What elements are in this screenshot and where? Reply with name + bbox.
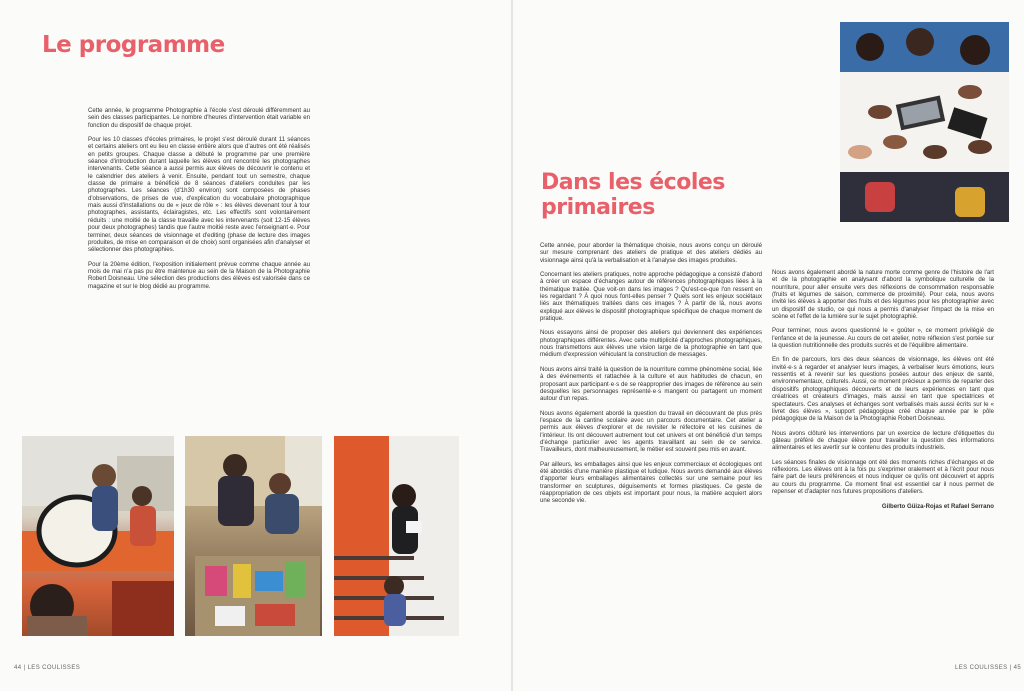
- paragraph: Les séances finales de visionnage ont été des moments riches d'échanges et de réflexions. Les élèves ont à la fois pu s'exprimer oralement et à l'écrit pour nous faire part de leurs préférences et nous indiquer ce qu'ils ont découvert et appris au cours du programme. Ce moment final est essentiel car il nous permet de repenser et d'adapter nos futures propositions d'ateliers.: [772, 458, 994, 495]
- photo-illustration: [22, 436, 174, 636]
- page-footer-right: LES COULISSES | 45: [955, 665, 1022, 671]
- paragraph: Nous avons ainsi traité la question de la nourriture comme phénomène social, liée à des événements et rattachée à la culture et aux habitudes de chacun, en proposant aux participant·e·s de se réapproprier des images de référence au sein desquelles les personnages représenté·e·s mangent ou partagent un moment autour d'un repas.: [540, 365, 762, 403]
- paragraph: Cette année, pour aborder la thématique choisie, nous avons conçu un déroulé sur mesure comprenant des ateliers de pratique et des ateliers dédiés au visionnage ainsi qu'à la verbalisation et à l'analyse des images produites.: [540, 242, 762, 264]
- author-signature: Gilberto Güiza-Rojas et Rafael Serrano: [881, 503, 994, 511]
- paragraph: Pour terminer, nous avons questionné le « goûter », ce moment privilégié de l'enfance et de la jeunesse. Au cours de cet atelier, notre réflexion s'est portée sur la question nutritionnelle des produits sucrés et de l'équilibre alimentaire.: [772, 327, 994, 350]
- classroom-photo-reflector: [22, 436, 174, 636]
- photo-illustration: [840, 22, 1009, 222]
- paragraph: Concernant les ateliers pratiques, notre approche pédagogique a consisté d'abord à créer un espace d'échanges autour de références photographiques liées à la thématique traitée. Que voit-on dans les images ? Qu'est-ce-que l'on ressent en les regardant ? À quoi nous font-elles penser ? Quels sont les enjeux sociétaux liés aux thématiques traitées dans ces images ? À partir de là, nous avons expliqué aux élèves le dispositif photographique spécifique de chaque moment de pratique.: [540, 271, 762, 323]
- paragraph: Nous avons également abordé la nature morte comme genre de l'histoire de l'art et de la photographie en analysant d'abord la symbolique culturelle de la nourriture, pour aller ensuite vers des réflexions de consommation responsable (fruits et légumes de saison, commerce de proximité). Pour cela, nous avons invité les élèves à apporter des fruits et des légumes pour les photographier avec un dispositif de studio, ce qui nous a permis d'analyser l'impact de la mise en scène et l'effet de la lumière sur le sujet photographié.: [772, 269, 994, 321]
- page-title: Le programme: [42, 32, 225, 58]
- paragraph: Par ailleurs, les emballages ainsi que les enjeux commerciaux et écologiques ont été abordés d'une manière plastique et ludique. Nous avons demandé aux élèves d'apporter leurs emballages alimentaires collectés sur une semaine pour les transformer en sculptures, déguisements et formes plastiques. Ce geste de réappropriation de ces objets est important pour nous, la matière acquiert alors une seconde vie.: [540, 460, 762, 505]
- paragraph: Pour la 20ème édition, l'exposition initialement prévue comme chaque année au mois de mai n'a pas pu être maintenue au sein de la Maison de la Photographie Robert Doisneau. Une sélection des productions des élèves est valorisée dans ce magazine et sur le blog dédié au programme.: [88, 260, 310, 290]
- hands-on-photos: [840, 22, 1009, 222]
- paragraph: Pour les 10 classes d'écoles primaires, le projet s'est déroulé durant 11 séances et certains ateliers ont eu lieu en classe entière alors que d'autres ont été réalisés en petits groupes. Chaque classe a débuté le programme par une première séance d'introduction durant laquelle les élèves ont rencontré les photographes intervenants. Cette séance a aussi permis aux élèves de découvrir le contenu et le calendrier des ateliers à venir. Ensuite, pendant tout un semestre, chaque classe de primaire a bénéficié de 8 séances d'ateliers conduites par les photographes. Les séances (d'1h30 environ) sont composées de phases d'observations, de prises de vue, d'explication du vocabulaire photographique mais aussi d'installations ou de « jeux de rôle » : les élèves devenant tour à tour photographes, assistants, éclairagistes, etc. Les effectifs sont volontairement réduits : une moitié de la classe travaille avec les intervenants (soit 12-15 élèves pour deux photographes) tandis que l'autre moitié reste avec l'enseignant·e. Pour terminer, deux séances de visionnage et d'editing (phase de lecture des images produites, de mise en comparaison et de choix) sont organisées afin d'analyser et sélectionner des photographies.: [88, 136, 310, 254]
- section-title: Dans les écoles primaires: [541, 170, 725, 220]
- article-column-1: [540, 242, 762, 512]
- classroom-photo-stairs: [334, 436, 459, 636]
- photo-illustration: [185, 436, 322, 636]
- intro-text-column: [88, 107, 310, 297]
- paragraph: Nous essayons ainsi de proposer des ateliers qui deviennent des expériences photographiques différentes. Avec cette multiplicité d'approches photographiques, nous transmettons aux élèves une vision large de la photographie en tant que médium d'expression véhiculant la construction de messages.: [540, 329, 762, 359]
- classroom-photo-packaging: [185, 436, 322, 636]
- paragraph: Nous avons également abordé la question du travail en découvrant de plus près l'espace de la cantine scolaire avec un parcours documentaire. Cet atelier a permis aux élèves d'explorer et de revisiter le réfectoire et les cuisines de l'intérieur. Ils ont découvert autrement tout cet univers et ont bénéficié d'un temps d'échange particulier avec les agents travaillant au sein de ce service. Travailleurs, dont malheureusement, le métier est souvent peu mis en avant.: [540, 409, 762, 454]
- photo-illustration: [334, 436, 459, 636]
- paragraph: En fin de parcours, lors des deux séances de visionnage, les élèves ont été invité·e·s à regarder et analyser leurs images, à verbaliser leurs émotions, leurs ressentis et à revenir sur les questions posées autour des enjeux de santé, environnementaux, culturels. Aussi, ce moment précieux a permis de reparler des dispositifs photographiques découverts et de leurs expériences en tant que créatrices et créateurs d'images, mais aussi en tant que spectatrices et spectateurs. Ces analyses et échanges sont verbalisés mais aussi écrits sur le « livret des élèves », support pédagogique créé chaque année par le pôle pédagogique de la Maison de la Photographie Robert Doisneau.: [772, 356, 994, 423]
- article-column-2: [772, 269, 994, 518]
- page-footer-left: 44 | LES COULISSES: [14, 665, 81, 671]
- paragraph: Cette année, le programme Photographie à l'école s'est déroulé différemment au sein des classes participantes. Le nombre d'heures d'intervention était variable en fonction du dispositif de chaque projet.: [88, 107, 310, 129]
- paragraph: Nous avons clôturé les interventions par un exercice de lecture d'étiquettes du gâteau préféré de chaque élève pour travailler la question des informations alimentaires et les avertir sur le contenu des produits industriels.: [772, 429, 994, 452]
